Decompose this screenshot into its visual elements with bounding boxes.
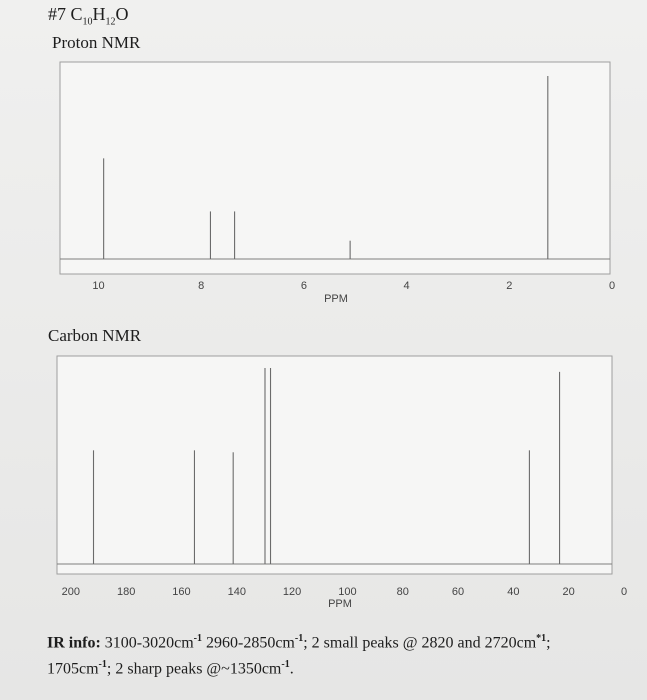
carbon-tick-20: 20 [562,586,575,598]
carbon-tick-40: 40 [507,586,520,598]
proton-x-axis-title: PPM [324,293,348,305]
proton-tick-4: 4 [403,280,410,292]
carbon-tick-120: 120 [282,586,302,598]
carbon-nmr-label: Carbon NMR [48,326,142,345]
proton-tick-2: 2 [506,280,513,292]
proton-tick-8: 8 [198,280,205,292]
carbon-tick-160: 160 [172,586,191,598]
carbon-tick-labels [62,586,627,598]
proton-tick-10: 10 [92,280,105,292]
carbon-tick-0: 0 [620,586,628,598]
carbon-tick-100: 100 [338,586,357,598]
ir-info-label: IR info: [47,634,101,652]
carbon-tick-80: 80 [396,586,409,598]
carbon-x-axis-title: PPM [328,598,352,610]
proton-nmr-label: Proton NMR [52,33,141,52]
carbon-tick-60: 60 [451,586,465,598]
proton-tick-0: 0 [608,280,616,292]
carbon-tick-140: 140 [227,586,246,598]
proton-tick-6: 6 [300,280,307,292]
carbon-tick-200: 200 [61,586,81,598]
carbon-tick-180: 180 [116,586,136,598]
ir-info-text: IR info: $3100-3020cm^{-1}$ $2960-2850cm^{-1}$; 2 small peaks @ 2820 and $2720cm^{*1}$; $1705cm^{-1}$; 2 sharp peaks $@\sim 1350cm^{-1}$. [47,633,551,678]
problem-title: #7 $C_{10}H_{12}O$ [48,4,129,28]
carbon-plot-frame [57,356,612,574]
